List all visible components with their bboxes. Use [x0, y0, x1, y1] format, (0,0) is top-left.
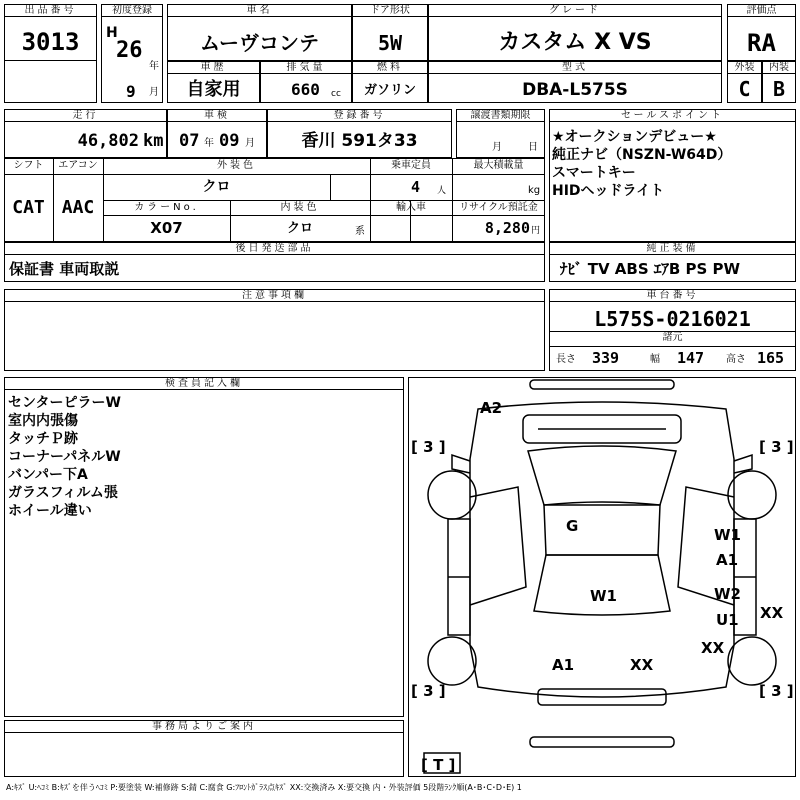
- int-grade-label: 内装: [762, 61, 796, 74]
- fuel: ガソリン: [363, 83, 416, 98]
- inspection-label: 車検: [167, 109, 267, 122]
- tire-front-left: [ 3 ]: [411, 438, 446, 456]
- displacement-label: 排気量: [260, 61, 352, 74]
- mileage-label: 走行: [4, 109, 167, 122]
- later-parts-label: 後日発送部品: [4, 242, 545, 255]
- damage-mark: G: [566, 517, 579, 535]
- equipment-label: 純正装備: [549, 242, 796, 255]
- damage-mark: W1: [590, 587, 617, 605]
- ac-label: エアコン: [58, 160, 98, 171]
- displacement-unit: cc: [331, 89, 341, 99]
- color-no-label: カラーNo.: [134, 202, 199, 213]
- color-no: X07: [150, 219, 183, 237]
- history: 自家用: [186, 79, 241, 100]
- reg-year: 26: [116, 38, 143, 63]
- displacement: 660: [291, 80, 320, 99]
- lot-number: 3013: [21, 28, 80, 56]
- inspector-list: [8, 394, 121, 520]
- sales-point-label: セールスポイント: [549, 109, 796, 122]
- int-color-label: 内装色: [280, 202, 320, 213]
- office-label: 事務局よりご案内: [4, 720, 404, 733]
- inspector-label: 検査員記入欄: [4, 377, 404, 390]
- seats: 4: [411, 178, 421, 196]
- max-load-unit: kg: [528, 185, 541, 196]
- history-label: 車歴: [167, 61, 260, 74]
- inspect-month: 09: [219, 131, 240, 151]
- length-label: 長さ: [556, 354, 576, 365]
- model-label: 型式: [428, 61, 722, 74]
- score-label: 評価点: [727, 4, 796, 17]
- spec-label: 諸元: [662, 332, 683, 343]
- tire-spare: [ T ]: [421, 756, 456, 774]
- int-color: クロ: [286, 221, 313, 236]
- grade: カスタム X VS: [498, 30, 652, 55]
- seats-unit: 人: [437, 186, 447, 196]
- color-label: 外装色: [217, 160, 256, 171]
- ext-grade-label: 外装: [727, 61, 762, 74]
- door-label: ドア形状: [352, 4, 428, 17]
- damage-mark: A1: [552, 656, 575, 674]
- height: 165: [757, 349, 785, 367]
- int-color-unit: 系: [355, 226, 365, 237]
- damage-mark: W1: [714, 526, 741, 544]
- plate-number: 香川 591タ33: [301, 131, 418, 151]
- mileage: 46,802: [77, 131, 139, 151]
- list-item: バンパー下A: [8, 467, 88, 483]
- chassis-number: L575S-0216021: [594, 307, 751, 331]
- damage-mark: XX: [760, 604, 784, 622]
- width: 147: [677, 349, 705, 367]
- ext-grade: C: [738, 77, 751, 101]
- damage-mark: A1: [716, 551, 739, 569]
- registration-label: 初度登録: [101, 4, 163, 17]
- car-outline: [408, 377, 796, 777]
- era: H: [106, 25, 118, 41]
- door-type: 5W: [377, 31, 403, 55]
- notes-label: 注意事項欄: [4, 289, 545, 302]
- body-color: クロ: [202, 179, 231, 195]
- damage-mark: U1: [716, 611, 739, 629]
- damage-mark: XX: [701, 639, 725, 657]
- transfer-month-unit: 月: [492, 142, 502, 153]
- length: 339: [592, 349, 620, 367]
- list-item: ホイール違い: [8, 503, 92, 519]
- mileage-unit: km: [143, 131, 164, 151]
- recycle-unit: 円: [531, 226, 541, 236]
- list-item: ★オークションデビュー★: [552, 129, 717, 145]
- model-code: DBA-L575S: [522, 80, 628, 100]
- list-item: ガラスフィルム張: [8, 485, 118, 501]
- list-item: コーナーパネルW: [8, 449, 121, 465]
- list-item: HIDヘッドライト: [552, 183, 665, 199]
- score: RA: [747, 29, 776, 57]
- plate-label: 登録番号: [267, 109, 452, 122]
- recycle-label: リサイクル預託金: [459, 202, 538, 213]
- sales-point-list: [552, 128, 731, 200]
- inspect-year-unit: 年: [204, 138, 214, 149]
- int-grade: B: [772, 77, 786, 101]
- reg-year-unit: 年: [149, 61, 159, 72]
- inspect-year: 07: [179, 131, 200, 151]
- damage-mark: XX: [630, 656, 654, 674]
- tire-front-right: [ 3 ]: [759, 438, 794, 456]
- car-name: ムーヴコンテ: [200, 31, 319, 55]
- ac: AAC: [61, 197, 95, 218]
- reg-month: 9: [126, 82, 136, 101]
- tire-rear-left: [ 3 ]: [411, 682, 446, 700]
- list-item: スマートキー: [552, 165, 636, 181]
- shift-label: シフト: [13, 160, 44, 171]
- lot-label: 出品番号: [4, 4, 97, 17]
- recycle-fee: 8,280: [484, 219, 530, 237]
- max-load-label: 最大積載量: [473, 160, 524, 171]
- transfer-day-unit: 日: [528, 142, 538, 153]
- chassis-label: 車台番号: [549, 289, 796, 302]
- list-item: 室内内張傷: [8, 413, 78, 429]
- transfer-label: 譲渡書類期限: [456, 109, 545, 122]
- seats-label: 乗車定員: [391, 160, 431, 171]
- width-label: 幅: [650, 354, 660, 365]
- list-item: 純正ナビ（NSZN-W64D）: [552, 147, 732, 163]
- car-name-label: 車名: [167, 4, 352, 17]
- legend: A:ｷｽﾞ U:ﾍｺﾐ B:ｷｽﾞを伴うﾍｺﾐ P:要塗装 W:補修跡 S:錆 C:腐食 G:ﾌﾛﾝﾄｶﾞﾗｽ点ｷｽﾞ XX:交換済み X:要交換 内・外装評価 5段階ﾗﾝｸ順(A･B･C･D･E) 1: [6, 783, 522, 792]
- shift: CAT: [12, 197, 45, 218]
- inspect-month-unit: 月: [245, 138, 255, 149]
- damage-mark: A2: [480, 399, 503, 417]
- later-parts: 保証書 車両取説: [9, 260, 120, 278]
- grade-label: グレード: [428, 4, 722, 17]
- reg-month-unit: 月: [149, 87, 159, 98]
- height-label: 高さ: [726, 354, 746, 365]
- damage-mark: W2: [714, 585, 741, 603]
- list-item: タッチＰ跡: [8, 431, 78, 447]
- import-label: 輸入車: [396, 202, 426, 213]
- tire-rear-right: [ 3 ]: [759, 682, 794, 700]
- fuel-label: 燃料: [352, 61, 428, 74]
- equipment: ﾅﾋﾞ TV ABS ｴｱB PS PW: [560, 260, 741, 278]
- list-item: センターピラーW: [8, 395, 121, 411]
